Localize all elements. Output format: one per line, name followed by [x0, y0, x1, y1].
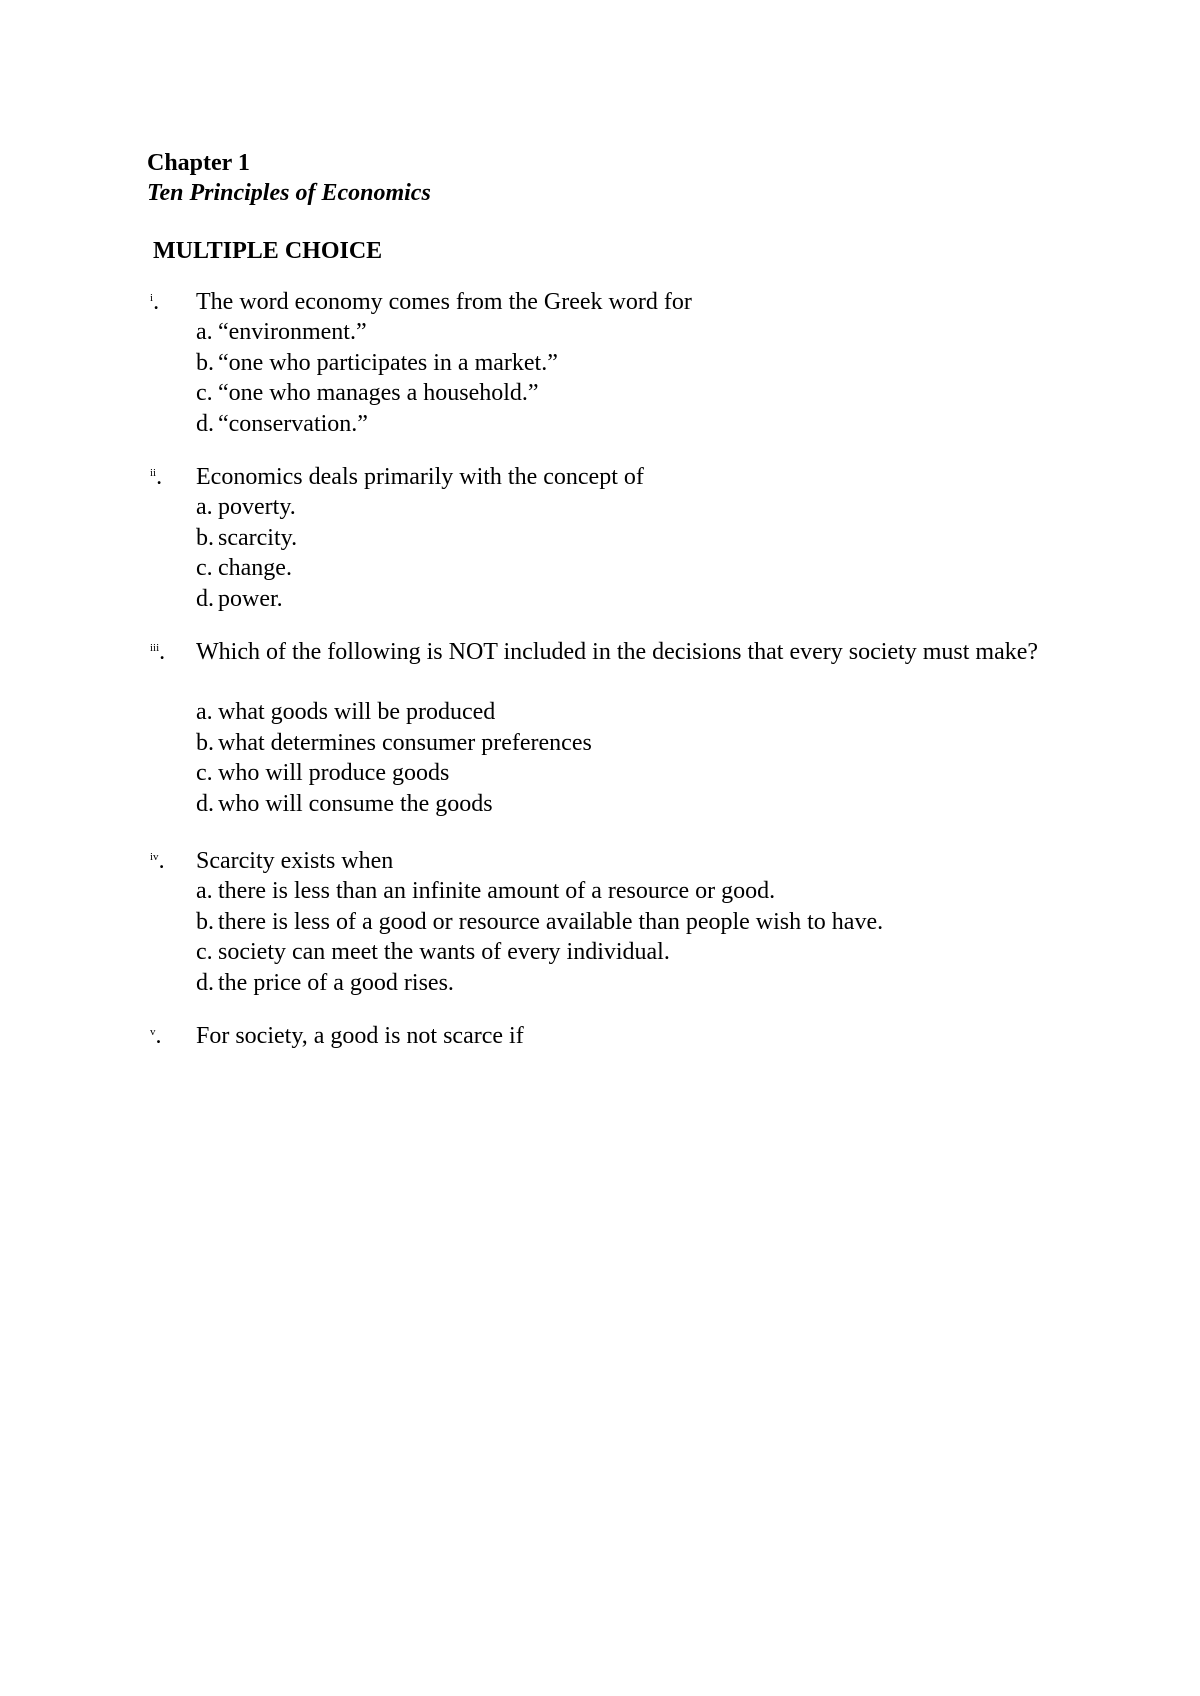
answer-choice: b. scarcity. — [196, 524, 298, 551]
answer-choices — [196, 492, 1076, 614]
question-stem: The word economy comes from the Greek word for — [196, 289, 692, 315]
answer-choice: d. who will consume the goods — [196, 790, 493, 817]
chapter-heading: Chapter 1 — [147, 150, 250, 176]
answer-choice: c. who will produce goods — [196, 760, 450, 786]
answer-choice: a. poverty. — [196, 494, 296, 520]
answer-choice: c. change. — [196, 555, 292, 581]
question-stem: Which of the following is NOT included in the decisions that every society must make? — [196, 639, 1039, 665]
answer-choice: d. the price of a good rises. — [196, 969, 454, 996]
question-number: $^{iii}$. — [150, 639, 166, 665]
answer-choice: c. “one who manages a household.” — [196, 380, 539, 406]
chapter-subtitle: Ten Principles of Economics — [147, 180, 431, 206]
answer-choices — [196, 697, 1076, 819]
answer-choice: c. society can meet the wants of every individual. — [196, 939, 670, 965]
answer-choice: d. power. — [196, 585, 283, 612]
answer-choice: a. what goods will be produced — [196, 699, 496, 725]
answer-choice: d. “conservation.” — [196, 410, 368, 437]
answer-choice: a. there is less than an infinite amount of a resource or good. — [196, 878, 776, 904]
question-stem: Scarcity exists when — [196, 848, 394, 874]
question-stem: Economics deals primarily with the concept of — [196, 464, 644, 490]
question-number: $^v$. — [150, 1023, 162, 1049]
answer-choices — [196, 317, 1076, 439]
question-number: $^i$. — [150, 289, 160, 315]
answer-choices — [196, 876, 1076, 998]
answer-choice: a. “environment.” — [196, 319, 367, 345]
question-number: $^{iv}$. — [150, 848, 165, 874]
answer-choice: b. what determines consumer preferences — [196, 729, 592, 756]
section-heading: MULTIPLE CHOICE — [153, 238, 383, 264]
question-stem: For society, a good is not scarce if — [196, 1023, 524, 1049]
answer-choice: b. “one who participates in a market.” — [196, 349, 558, 376]
answer-choice: b. there is less of a good or resource available than people wish to have. — [196, 908, 884, 935]
question-number: $^{ii}$. — [150, 464, 163, 490]
